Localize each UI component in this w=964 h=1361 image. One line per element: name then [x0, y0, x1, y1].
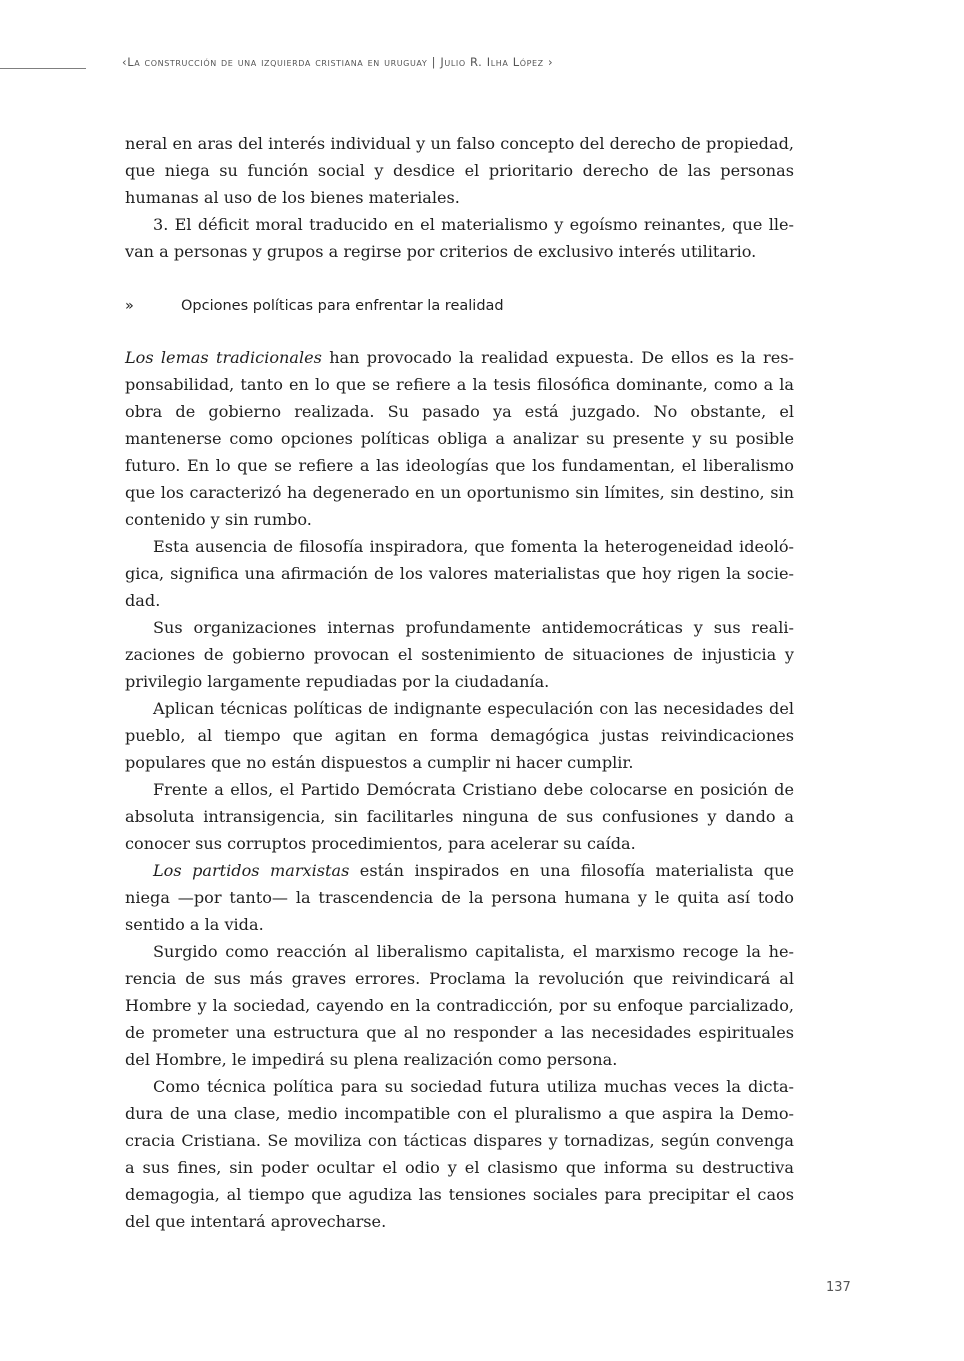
paragraph-text: Sus organizaciones internas profundamente antidemocráticas y sus realizaciones de gobierno provocan el sostenimiento de situaciones de injusticia y privilegio largamente repudiadas por la ciudadanía. [125, 618, 794, 691]
header-separator: | [431, 55, 437, 69]
page-number: 137 [826, 1280, 851, 1295]
section-marker: » [125, 298, 134, 314]
paragraph: neral en aras del interés individual y un falso concepto del derecho de propiedad, que niega su función social y desdice el prioritario derecho de las personas humanas al uso de los bienes materiales. [125, 134, 794, 207]
paragraph [125, 938, 794, 1073]
paragraph-text: Esta ausencia de filosofía inspiradora, que fomenta la heterogeneidad ideológica, significa una afirmación de los valores materialistas que hoy rigen la sociedad. [125, 537, 794, 610]
paragraph: 3. El déficit moral traducido en el materialismo y egoísmo reinantes, que llevan a personas y grupos a regirse por criterios de exclusivo interés utilitario. [125, 215, 794, 261]
header-rule [0, 68, 86, 69]
paragraph [125, 614, 794, 695]
paragraph-text: Frente a ellos, el Partido Demócrata Cristiano debe colocarse en posición de absoluta intransigencia, sin facilitarles ninguna de sus confusiones y dando a conocer sus corruptos procedimientos, para acelerar su caída. [125, 780, 794, 853]
paragraph-text: Aplican técnicas políticas de indignante especulación con las necesidades del pueblo, al tiempo que agitan en forma demagógica justas reivindicaciones populares que no están dispuestos a cumplir ni hacer cumplir. [125, 699, 794, 772]
paragraph [125, 776, 794, 857]
body-text [125, 130, 794, 1235]
section-heading [125, 292, 794, 320]
paragraph [125, 695, 794, 776]
italic-lead: Los partidos marxistas [153, 861, 350, 880]
header-author: Julio R. Ilha López [440, 55, 544, 69]
paragraph-text: Surgido como reacción al liberalismo capitalista, el marxismo recoge la herencia de sus más graves errores. Proclama la revolución que reivindicará al Hombre y la sociedad, cayendo en la contradicción, por su enfoque parcializado, de prometer una estructura que al no responder a las necesidades espirituales del Hombre, le impedirá su plena realización como persona. [125, 942, 794, 1069]
paragraph-text: están inspirados en una filosofía materialista que niega —por tanto— la trascendencia de la persona humana y le quita así todo sentido a la vida. [125, 861, 794, 934]
paragraph [125, 533, 794, 614]
header-open-mark: ‹ [122, 55, 128, 69]
paragraph-text: han provocado la realidad expuesta. De ellos es la responsabilidad, tanto en lo que se refiere a la tesis filosófica dominante, como a la obra de gobierno realizada. Su pasado ya está juzgado. No obstante, el mantenerse como opciones políticas obliga a analizar su presente y su posible futuro. En lo que se refiere a las ideologías que los fundamentan, el liberalismo que los caracterizó ha degenerado en un oportunismo sin límites, sin destino, sin contenido y sin rumbo. [125, 348, 794, 529]
paragraph [125, 857, 794, 938]
paragraph [125, 344, 794, 533]
italic-lead: Los lemas tradicionales [125, 348, 322, 367]
running-header [122, 55, 862, 69]
paragraph-text: Como técnica política para su sociedad futura utiliza muchas veces la dictadura de una clase, medio incompatible con el pluralismo a que aspira la Democracia Cristiana. Se moviliza con tácticas dispares y tornadizas, según convenga a sus fines, sin poder ocultar el odio y el clasismo que informa su destructiva demagogia, al tiempo que agudiza las tensiones sociales para precipitar el caos del que intentará aprovecharse. [125, 1077, 794, 1231]
header-close-mark: › [548, 55, 554, 69]
paragraph [125, 1073, 794, 1235]
section-heading-text: Opciones políticas para enfrentar la realidad [181, 298, 504, 314]
header-book-title: La construcción de una izquierda cristiana en uruguay [127, 55, 428, 69]
